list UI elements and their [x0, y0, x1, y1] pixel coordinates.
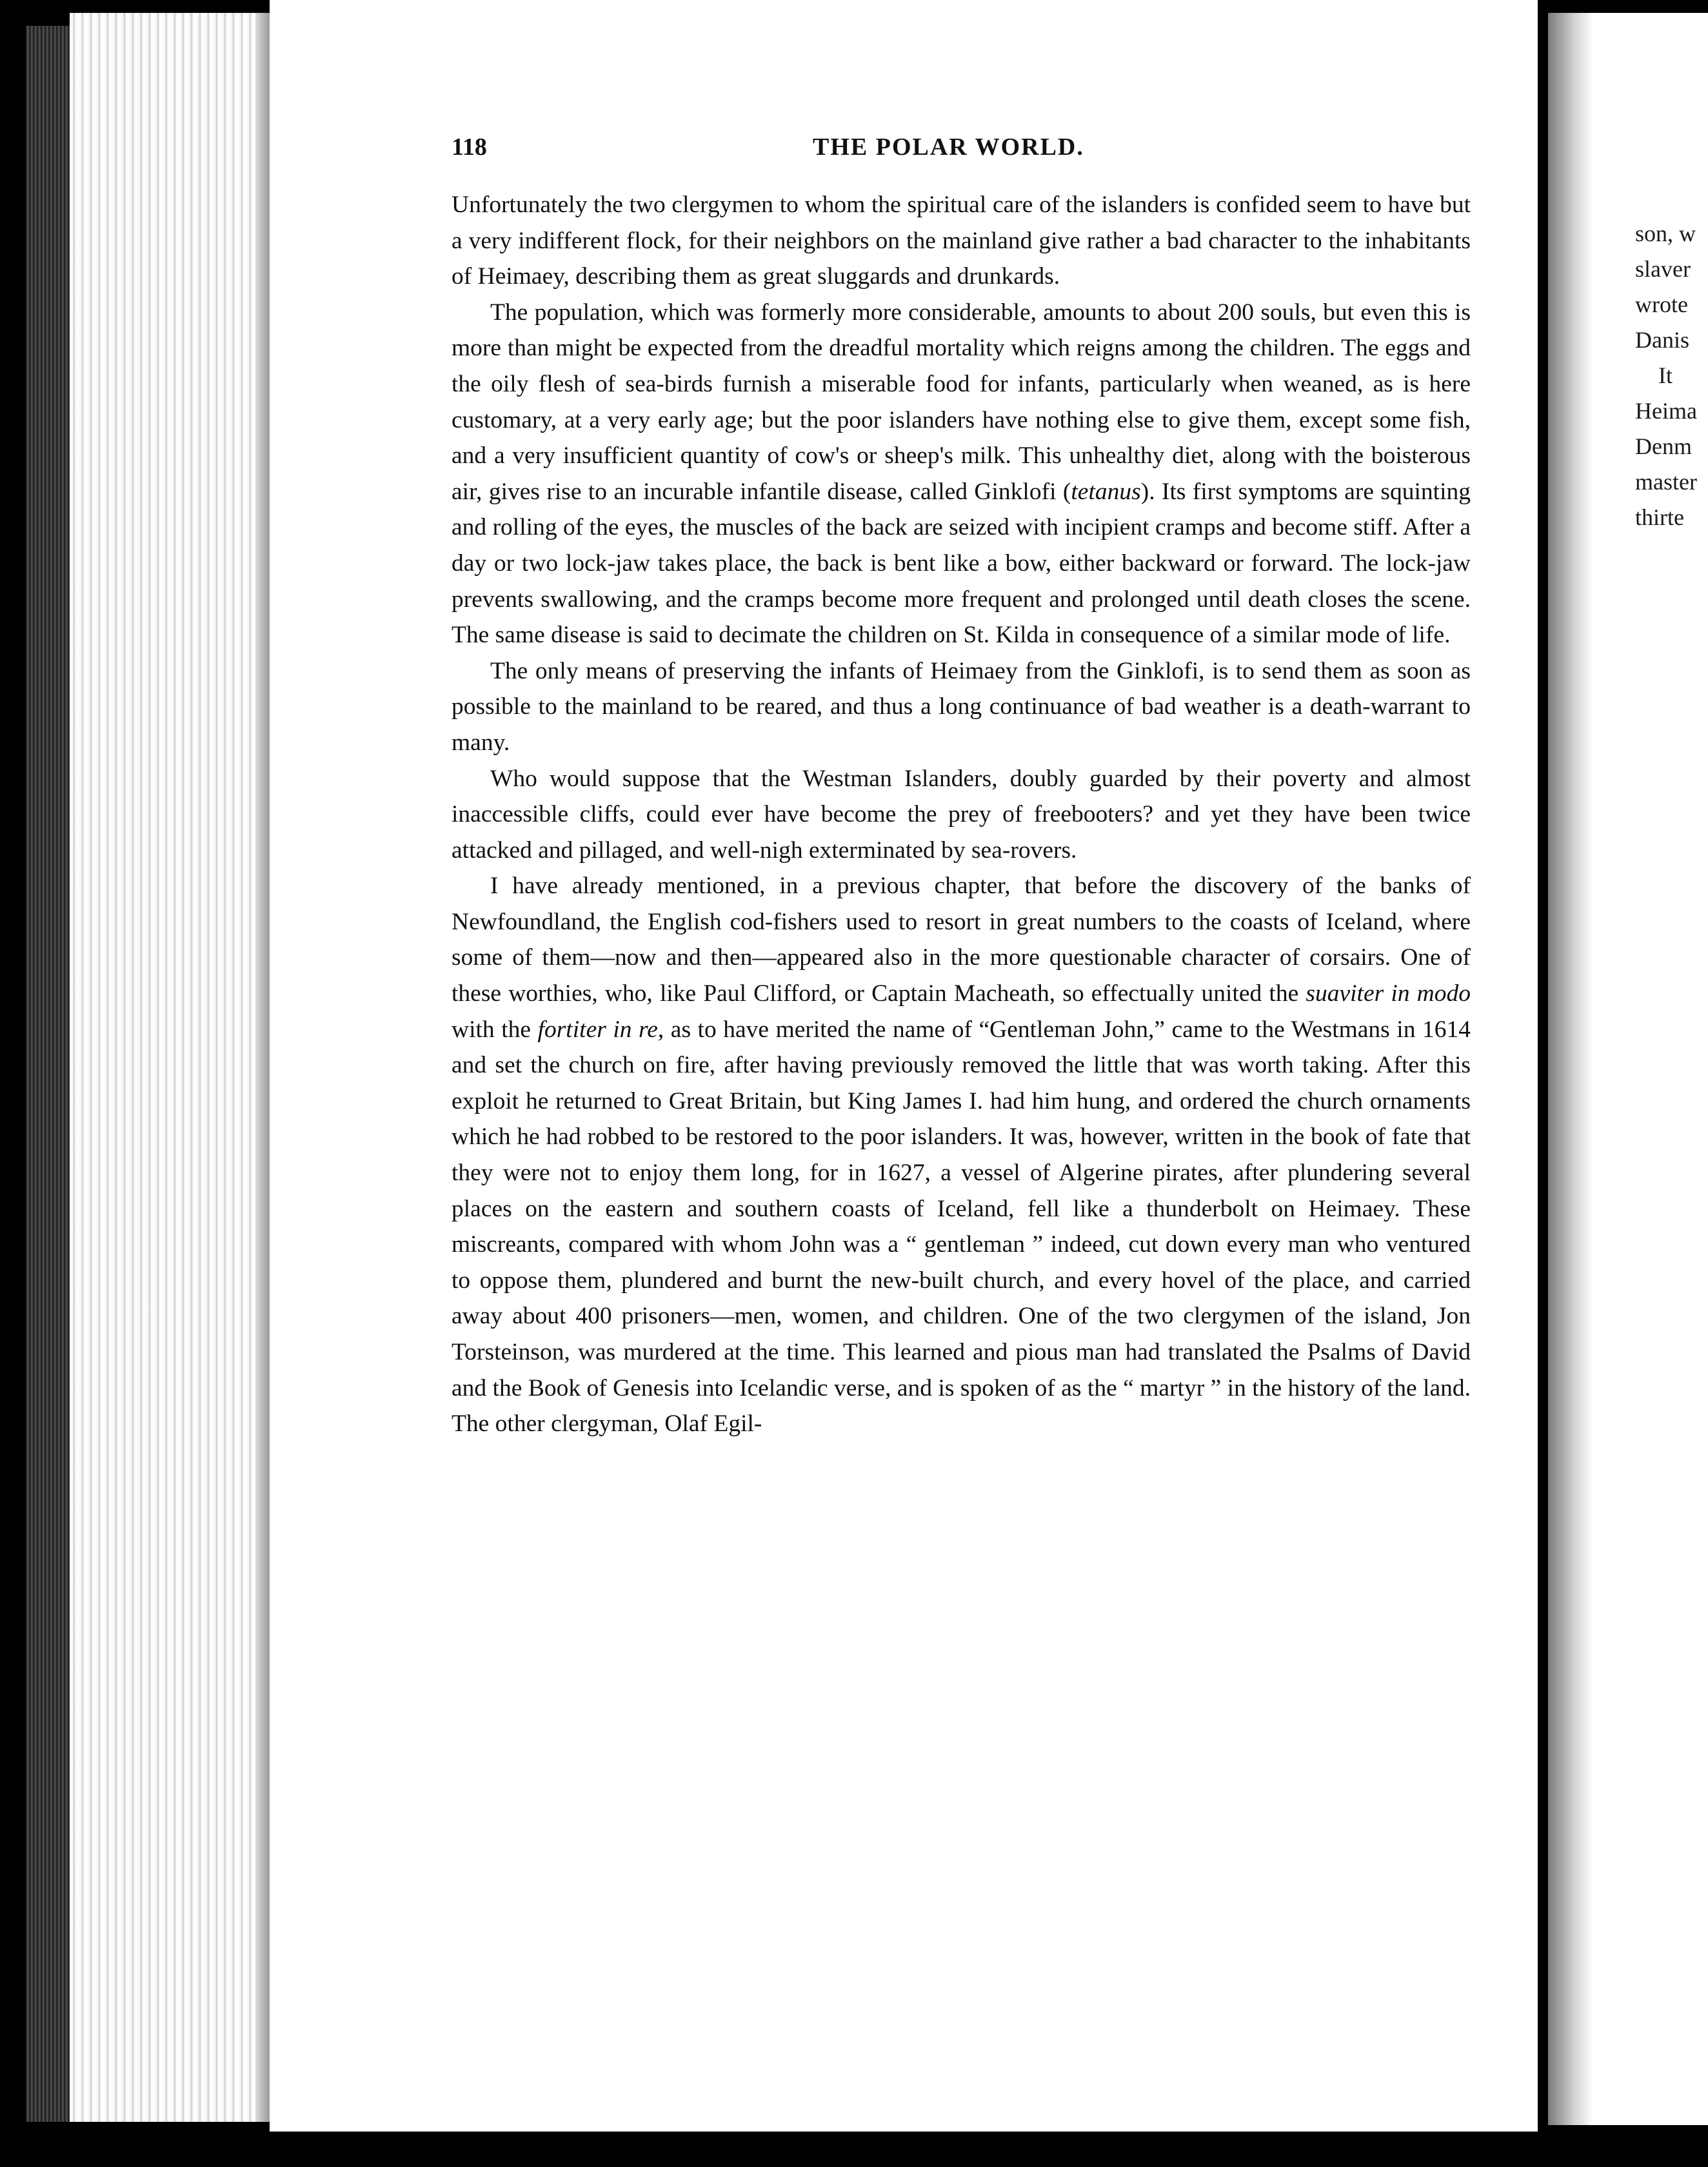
text-run: The only means of preserving the infants of Heimaey from the Ginklofi, is to send them as soon as possible to the mainland to be reared, and thus a long continuance of bad weather is a death-warrant to many.	[452, 657, 1471, 756]
text-run: The population, which was formerly more considerable, amounts to about 200 souls, but even this is more than might be expected from the dreadful mortality which reigns among the children. The eggs and the oily flesh of sea-birds furnish a miserable food for infants, particularly when weaned, as is here customary, at a very early age; but the poor islanders have nothing else to give them, except some fish, and a very insufficient quantity of cow's or sheep's milk. This unhealthy diet, along with the boisterous air, gives rise to an incurable infantile disease, called Ginklofi (	[452, 299, 1471, 505]
body-text	[452, 187, 1471, 1442]
paragraph	[452, 761, 1471, 869]
paragraph	[452, 868, 1471, 1442]
facing-line: slaver	[1635, 256, 1691, 282]
page-fold-shadow	[1548, 13, 1593, 2125]
facing-line: thirte	[1635, 504, 1684, 530]
facing-line: Heima	[1635, 398, 1697, 424]
running-head	[452, 133, 1471, 172]
text-run: I have already mentioned, in a previous chapter, that before the discovery of the banks of Newfoundland, the English cod-fishers used to resort in great numbers to the coasts of Iceland, where some of them—now and then—appeared also in the more questionable character of corsairs. One of these worthies, who, like Paul Clifford, or Captain Macheath, so effectually united the	[452, 873, 1471, 1007]
paragraph	[452, 187, 1471, 295]
facing-line: son, w	[1635, 221, 1696, 246]
italic-text: tetanus	[1071, 478, 1141, 505]
running-title: THE POLAR WORLD.	[813, 134, 1084, 161]
facing-page-lines	[1635, 216, 1697, 535]
text-run: ). Its first symptoms are squinting and rolling of the eyes, the muscles of the back are seized with incipient cramps and become stiff. After a day or two lock-jaw takes place, the back is bent like a bow, either backward or forward. The lock-jaw prevents swallowing, and the cramps become more frequent and prolonged until death closes the scene. The same disease is said to decimate the children on St. Kilda in consequence of a similar mode of life.	[452, 478, 1471, 649]
text-run: , as to have merited the name of “Gentleman John,” came to the Westmans in 1614 and set the church on fire, after having previously removed the little that was worth taking. After this exploit he returned to Great Britain, but King James I. had him hung, and ordered the church ornaments which he had robbed to be restored to the poor islanders. It was, however, written in the book of fate that they were not to enjoy them long, for in 1627, a vessel of Algerine pirates, after plundering several places on the eastern and southern coasts of Iceland, fell like a thunderbolt on Heimaey. These miscreants, compared with whom John was a “ gentleman ” indeed, cut down every man who ventured to oppose them, plundered and burnt the new-built church, and every hovel of the place, and carried away about 400 prisoners—men, women, and children. One of the two clergymen of the island, Jon Torsteinson, was murdered at the time. This learned and pious man had translated the Psalms of David and the Book of Genesis into Icelandic verse, and is spoken of as the “ martyr ” in the history of the land. The other clergyman, Olaf Egil-	[452, 1016, 1471, 1438]
facing-line: master	[1635, 469, 1697, 495]
facing-line: wrote	[1635, 292, 1688, 317]
text-run: with the	[452, 1016, 538, 1043]
stacked-page-edges	[70, 13, 270, 2122]
page-number: 118	[452, 134, 487, 161]
paragraph	[452, 295, 1471, 653]
facing-line: Danis	[1635, 327, 1689, 353]
book-cover-edge	[26, 26, 70, 2122]
text-run: Unfortunately the two clergymen to whom the spiritual care of the islanders is confided seem to have but a very indifferent flock, for their neighbors on the mainland give rather a bad character to the inhabitants of Heimaey, describing them as great sluggards and drunkards.	[452, 192, 1471, 290]
text-run: Who would suppose that the Westman Islanders, doubly guarded by their poverty and almost inaccessible cliffs, could ever have become the prey of freebooters? and yet they have been twice attacked and pillaged, and well-nigh exterminated by sea-rovers.	[452, 765, 1471, 864]
paragraph	[452, 653, 1471, 761]
facing-line: Denm	[1635, 433, 1692, 459]
italic-text: fortiter in re	[537, 1016, 658, 1043]
facing-page	[1548, 13, 1708, 2125]
facing-line: It	[1658, 362, 1673, 388]
italic-text: suaviter in modo	[1306, 980, 1471, 1007]
